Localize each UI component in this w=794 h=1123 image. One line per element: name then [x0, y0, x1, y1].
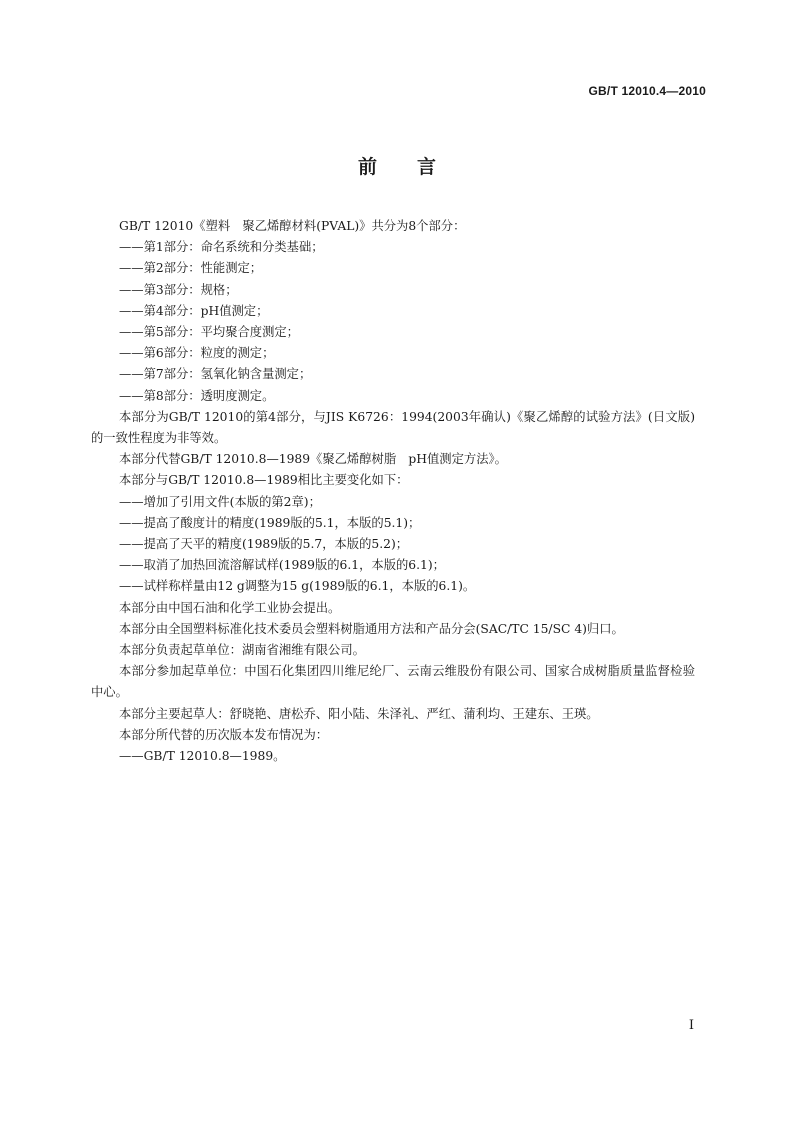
list-item-change-5: ——试样称样量由12 g调整为15 g(1989版的6.1，本版的6.1)。 — [119, 579, 476, 594]
list-item-part-2: ——第2部分：性能测定； — [119, 261, 263, 276]
list-item-part-8: ——第8部分：透明度测定。 — [119, 388, 275, 403]
paragraph-drafters: 本部分主要起草人：舒晓艳、唐松乔、阳小陆、朱泽礼、严红、蒲利均、王建东、王瑛。 — [119, 706, 599, 721]
list-item-change-2: ——提高了酸度计的精度(1989版的5.1，本版的5.1)； — [119, 515, 421, 530]
list-item-change-1: ——增加了引用文件(本版的第2章)； — [119, 494, 321, 509]
list-item-history-1: ——GB/T 12010.8—1989。 — [119, 749, 286, 764]
paragraph-equivalence: 本部分为GB/T 12010的第4部分，与JIS K6726：1994(2003年确认)《聚乙烯醇的试验方法》(日文版)的一致性程度为非等效。 — [91, 409, 695, 446]
list-item-part-5: ——第5部分：平均聚合度测定； — [119, 325, 299, 340]
foreword-body — [91, 216, 695, 767]
paragraph-drafting-unit: 本部分负责起草单位：湖南省湘维有限公司。 — [119, 643, 365, 658]
standard-number: GB/T 12010.4—2010 — [588, 84, 706, 98]
paragraph-proposed-by: 本部分由中国石油和化学工业协会提出。 — [119, 600, 341, 615]
list-item-part-1: ——第1部分：命名系统和分类基础； — [119, 240, 324, 255]
page-title: 前言 — [357, 156, 476, 178]
paragraph-administered-by: 本部分由全国塑料标准化技术委员会塑料树脂通用方法和产品分会(SAC/TC 15/SC 4)归口。 — [119, 621, 624, 636]
list-item-part-3: ——第3部分：规格； — [119, 282, 238, 297]
list-item-part-4: ——第4部分：pH值测定； — [119, 303, 269, 318]
paragraph-replaces: 本部分代替GB/T 12010.8—1989《聚乙烯醇树脂 pH值测定方法》。 — [119, 452, 507, 467]
paragraph-participating-units: 本部分参加起草单位：中国石化集团四川维尼纶厂、云南云维股份有限公司、国家合成树脂质量监督检验中心。 — [91, 664, 695, 700]
list-item-part-6: ——第6部分：粒度的测定； — [119, 346, 275, 361]
page-number: I — [688, 1018, 694, 1033]
paragraph-series-intro: GB/T 12010《塑料 聚乙烯醇材料(PVAL)》共分为8个部分： — [119, 219, 466, 233]
paragraph-history-intro: 本部分所代替的历次版本发布情况为： — [119, 727, 329, 742]
list-item-part-7: ——第7部分：氢氧化钠含量测定； — [119, 367, 312, 382]
list-item-change-3: ——提高了天平的精度(1989版的5.7，本版的5.2)； — [119, 537, 409, 552]
list-item-change-4: ——取消了加热回流溶解试样(1989版的6.1，本版的6.1)； — [119, 558, 445, 573]
paragraph-changes-intro: 本部分与GB/T 12010.8—1989相比主要变化如下： — [119, 473, 409, 488]
